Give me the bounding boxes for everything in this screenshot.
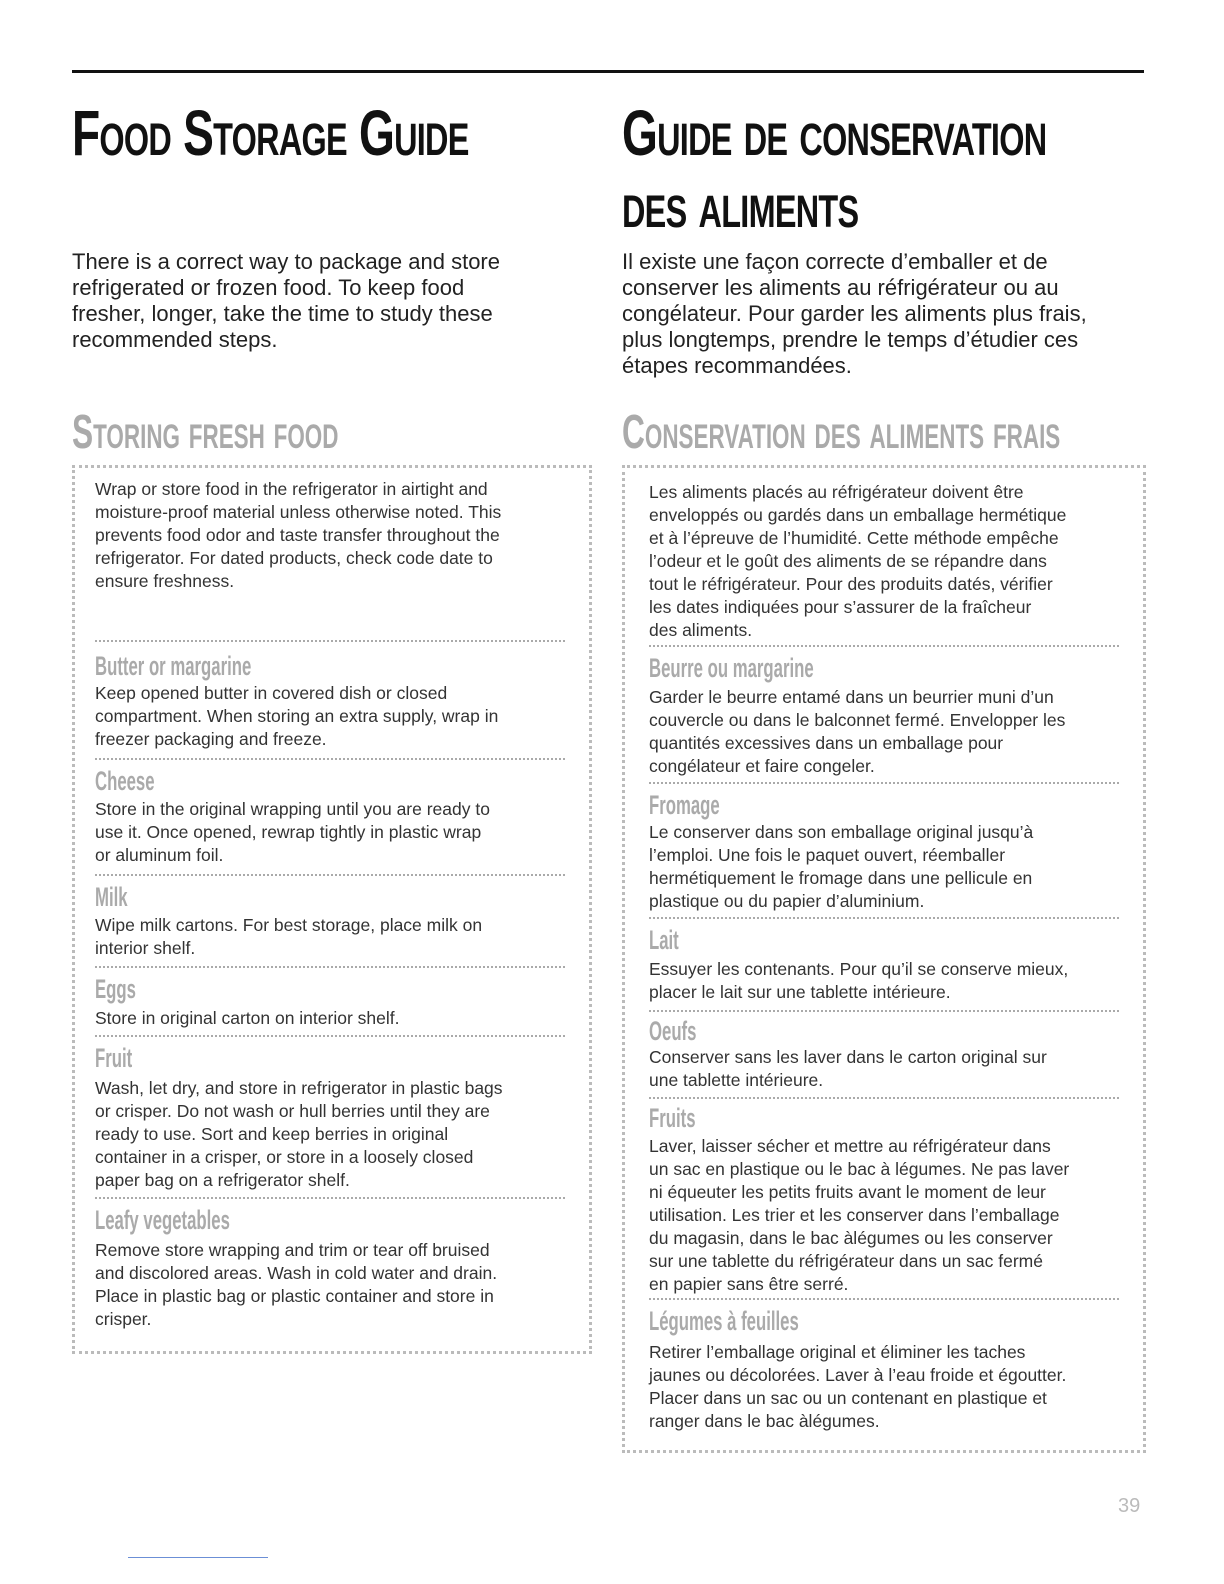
heading-butter: Butter or margarine xyxy=(95,651,252,681)
heading-eggs: Eggs xyxy=(95,974,136,1004)
title-fr-line1: Guide de conservation xyxy=(622,97,1047,169)
intro-en: There is a correct way to package and store refrigerated or frozen food. To keep food fresher, longer, take the time to study these recommended steps. xyxy=(72,249,500,352)
title-en: Food Storage Guide xyxy=(72,97,469,169)
heading-fruit: Fruit xyxy=(95,1043,133,1073)
heading-fromage: Fromage xyxy=(649,790,720,820)
divider xyxy=(649,1298,1119,1300)
text-cheese: Store in the original wrapping until you are ready to use it. Once opened, rewrap tightly in plastic wrap or aluminum foil. xyxy=(95,799,490,865)
text-milk: Wipe milk cartons. For best storage, place milk on interior shelf. xyxy=(95,915,483,958)
text-eggs: Store in original carton on interior shelf. xyxy=(95,1008,400,1028)
section-heading-fr: Conservation des aliments frais xyxy=(622,406,1061,459)
text-fromage: Le conserver dans son emballage original jusqu’à l’emploi. Une fois le paquet ouvert, réemballer hermétiquement le fromage dans une pellicule en plastique ou du papier d’aluminium. xyxy=(649,822,1034,911)
section-heading-en: Storing fresh food xyxy=(72,406,339,459)
divider xyxy=(95,874,565,876)
title-fr-line2: des aliments xyxy=(622,169,859,241)
text-oeufs: Conserver sans les laver dans le carton original sur une tablette intérieure. xyxy=(649,1047,1047,1090)
heading-fruits: Fruits xyxy=(649,1103,696,1133)
divider xyxy=(95,1035,565,1037)
heading-milk: Milk xyxy=(95,882,128,912)
lead-fr: Les aliments placés au réfrigérateur doivent être enveloppés ou gardés dans un emballage hermétique et à l’épreuve de l’humidité. Cette méthode empêche l’odeur et le goût des aliments de se répandre dans tout le réfrigérateur. Pour des produits datés, vérifier les dates indiquées pour s’assurer de la fraîcheur des aliments. xyxy=(649,482,1067,640)
divider xyxy=(649,1010,1119,1012)
heading-oeufs: Oeufs xyxy=(649,1016,697,1046)
divider xyxy=(95,966,565,968)
page-number: 39 xyxy=(1118,1495,1141,1517)
heading-lait: Lait xyxy=(649,925,679,955)
divider xyxy=(649,782,1119,784)
top-rule xyxy=(72,70,1144,73)
text-fruit: Wash, let dry, and store in refrigerator in plastic bags or crisper. Do not wash or hull berries until they are ready to use. Sort and keep berries in original container in a crisper, or store in a loosely closed paper bag on a refrigerator shelf. xyxy=(95,1078,503,1190)
divider xyxy=(95,758,565,760)
heading-beurre: Beurre ou margarine xyxy=(649,653,814,683)
text-legumes: Retirer l’emballage original et éliminer les taches jaunes ou décolorées. Laver à l’eau froide et égoutter. Placer dans un sac ou un contenant en plastique et ranger dans le bac àlégumes. xyxy=(649,1342,1067,1431)
text-butter: Keep opened butter in covered dish or closed compartment. When storing an extra supply, wrap in freezer packaging and freeze. xyxy=(95,683,499,749)
divider xyxy=(649,645,1119,647)
divider xyxy=(649,1097,1119,1099)
heading-leafy: Leafy vegetables xyxy=(95,1205,230,1235)
text-lait: Essuyer les contenants. Pour qu’il se conserve mieux, placer le lait sur une tablette intérieure. xyxy=(649,959,1069,1002)
heading-legumes: Légumes à feuilles xyxy=(649,1306,799,1336)
text-beurre: Garder le beurre entamé dans un beurrier muni d’un couvercle ou dans le balconnet fermé. Envelopper les quantités excessives dans un emballage pour congélateur et faire congeler. xyxy=(649,687,1066,776)
text-fruits: Laver, laisser sécher et mettre au réfrigérateur dans un sac en plastique ou le bac à légumes. Ne pas laver ni équeuter les petits fruits avant le moment de leur utilisation. Les trier et les conserver dans l’emballage du magasin, dans le bac àlégumes ou les conserver sur une tablette du réfrigérateur dans un sac fermé en papier sans être serré. xyxy=(649,1136,1070,1294)
lead-en: Wrap or store food in the refrigerator in airtight and moisture-proof material unless otherwise noted. This prevents food odor and taste transfer throughout the refrigerator. For dated products, check code date to ensure freshness. xyxy=(95,479,502,591)
divider xyxy=(649,917,1119,919)
heading-cheese: Cheese xyxy=(95,766,155,796)
footer-line xyxy=(128,1557,268,1558)
divider xyxy=(95,1197,565,1199)
text-leafy: Remove store wrapping and trim or tear off bruised and discolored areas. Wash in cold water and drain. Place in plastic bag or plastic container and store in crisper. xyxy=(95,1240,498,1329)
intro-fr: Il existe une façon correcte d’emballer et de conserver les aliments au réfrigérateur ou au congélateur. Pour garder les aliments plus frais, plus longtemps, prendre le temps d’étudier ces étapes recommandées. xyxy=(622,249,1087,378)
divider xyxy=(95,640,565,642)
